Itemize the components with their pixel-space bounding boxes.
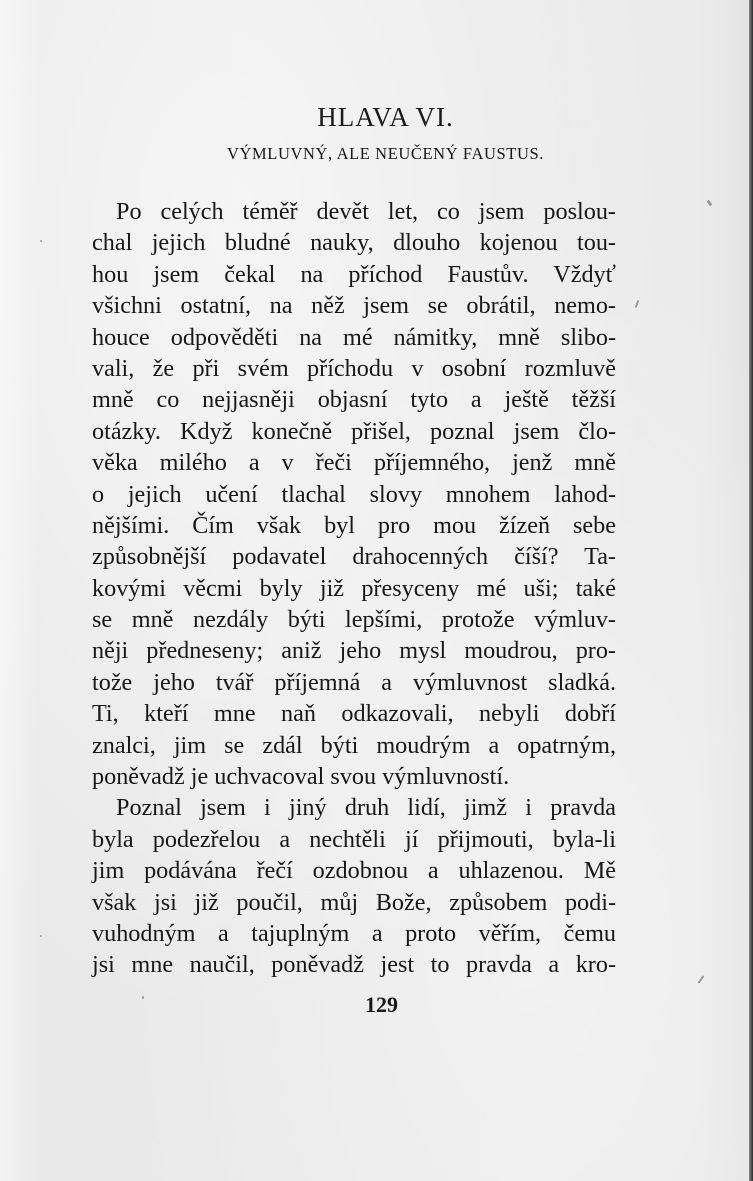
text-line: mně co nejjasněji objasní tyto a ještě těžší: [92, 386, 616, 414]
paper-speck: [40, 935, 42, 937]
paragraph-2: [92, 792, 616, 980]
text-line: se mně nezdály býti lepšími, protože výmluv-: [92, 606, 616, 634]
text-line: chal jejich bludné nauky, dlouho kojenou tou-: [92, 229, 616, 257]
text-line: o jejich učení tlachal slovy mnohem lahod-: [92, 480, 616, 508]
page-edge-shadow: [749, 0, 753, 1181]
text-line: Poznal jsem i jiný druh lidí, jimž i pravda: [116, 794, 616, 822]
text-line: způsobnější podavatel drahocenných číší? Ta-: [92, 543, 616, 571]
paragraph-1: [92, 196, 616, 792]
paper-speck: [142, 996, 144, 999]
chapter-title: HLAVA VI.: [317, 102, 454, 132]
text-line: Po celých téměř devět let, co jsem poslou-: [116, 198, 616, 225]
text-line: houce odpověděti na mé námitky, mně slibo-: [92, 323, 616, 351]
paper-speck: [698, 975, 705, 984]
body-text: [92, 196, 616, 981]
text-line: poněvadž je uchvacoval svou výmluvností.: [92, 763, 510, 791]
paper-speck: [707, 200, 713, 207]
text-line: vali, že při svém příchodu v osobní rozmluvě: [92, 354, 616, 382]
text-line: Ti, kteří mne naň odkazovali, nebyli dobří: [92, 700, 616, 728]
text-line: znalci, jim se zdál býti moudrým a opatrným,: [92, 731, 616, 759]
text-line: hou jsem čekal na příchod Faustův. Vždyť: [92, 260, 616, 288]
text-line: byla podezřelou a nechtěli jí přijmouti, byla-li: [92, 825, 616, 853]
text-line: jim podávána řečí ozdobnou a uhlazenou. Mě: [92, 857, 616, 885]
text-line: otázky. Když konečně přišel, poznal jsem člo-: [92, 417, 616, 445]
paper-speck: [635, 300, 640, 308]
text-line: tože jeho tvář příjemná a výmluvnost sladká.: [92, 668, 616, 696]
text-line: něji předneseny; aniž jeho mysl moudrou, pro-: [92, 637, 616, 665]
text-line: kovými věcmi byly již přesyceny mé uši; také: [92, 574, 616, 602]
text-line: věka milého a v řeči příjemného, jenž mně: [92, 449, 616, 477]
text-line: jsi mne naučil, poněvadž jest to pravda a kro-: [92, 951, 616, 979]
page-number: 129: [365, 992, 398, 1017]
text-line: nějšími. Čím však byl pro mou žízeň sebe: [92, 511, 616, 539]
text-line: vuhodným a tajuplným a proto věřím, čemu: [92, 919, 616, 947]
paper-speck: [40, 240, 42, 242]
text-line: všichni ostatní, na něž jsem se obrátil, nemo-: [92, 292, 616, 320]
text-line: však jsi již poučil, můj Bože, způsobem podi-: [92, 888, 616, 916]
chapter-subtitle: VÝMLUVNÝ, ALE NEUČENÝ FAUSTUS.: [227, 144, 544, 163]
